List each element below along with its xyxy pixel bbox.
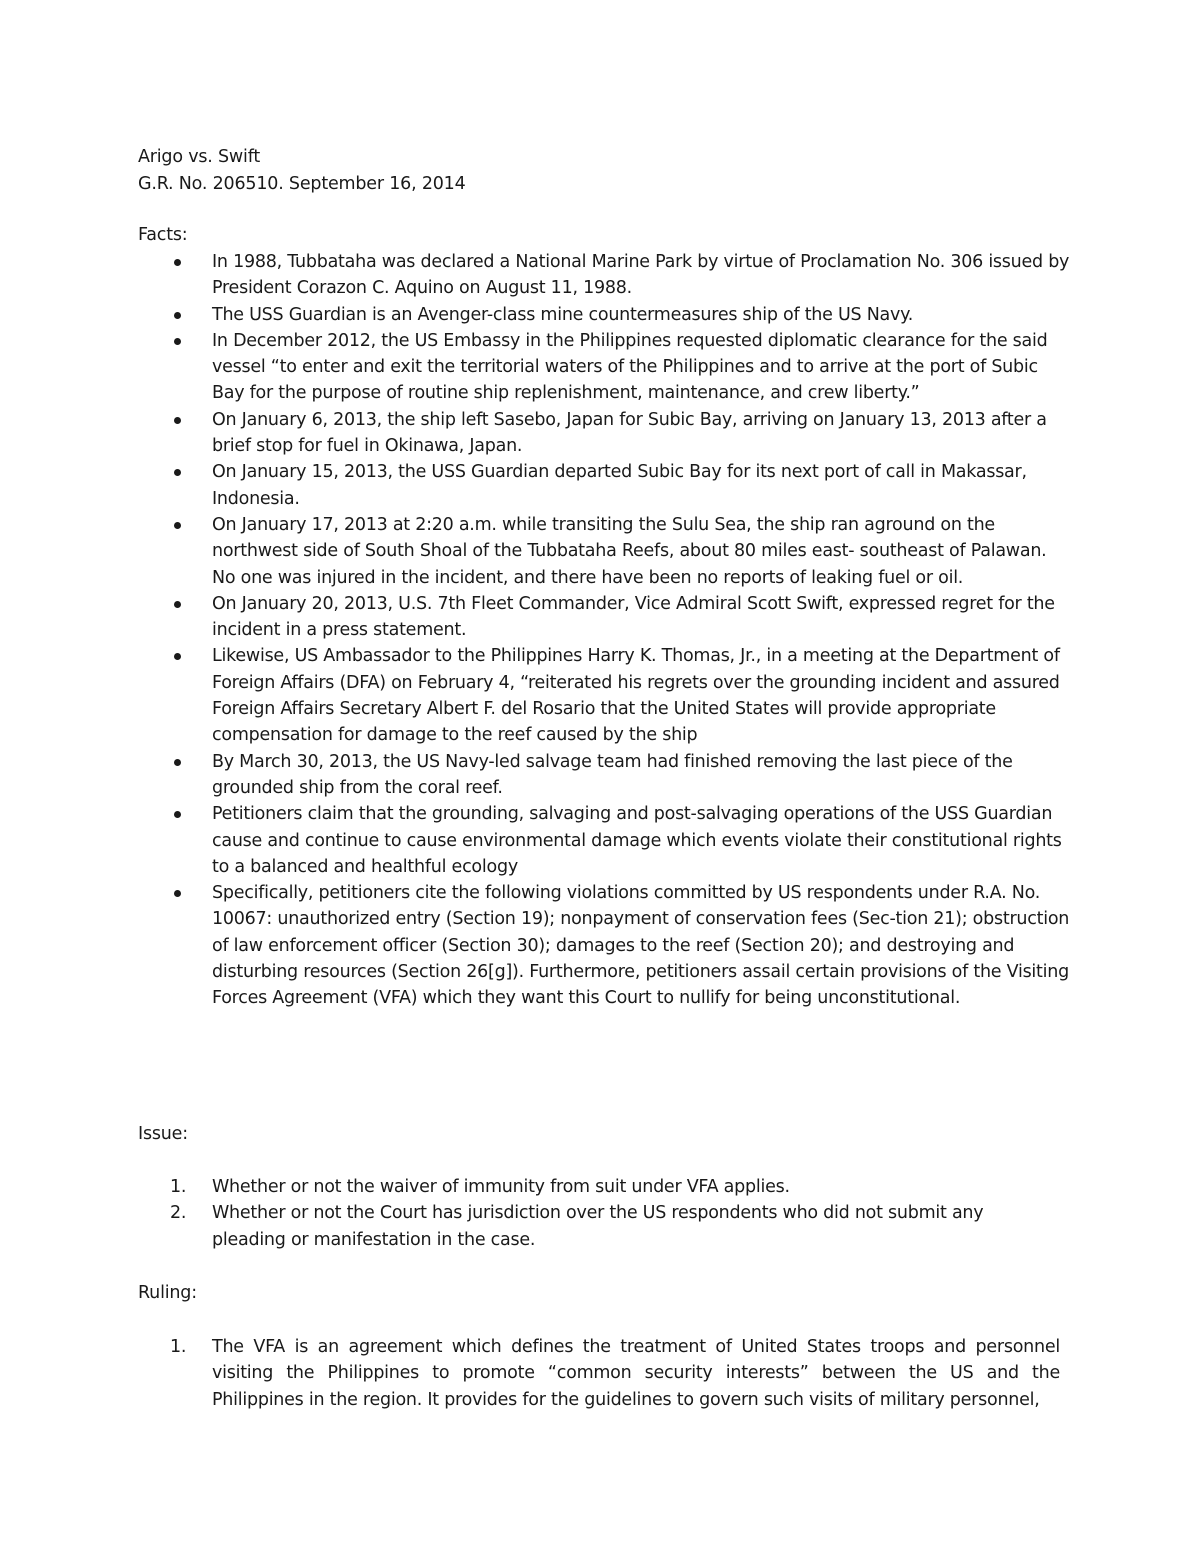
list-item: Likewise, US Ambassador to the Philippines Harry K. Thomas, Jr., in a meeting at the Department of Foreign Affairs (DFA) on February 4, “reiterated his regrets over the grounding incident and assured Foreign Affairs Secretary Albert F. del Rosario that the United States will provide appropriate compensation for damage to the reef caused by the ship [170, 643, 1070, 748]
bullet-icon [174, 759, 181, 766]
list-item: By March 30, 2013, the US Navy-led salvage team had finished removing the last piece of the grounded ship from the coral reef. [170, 749, 1070, 802]
list-item: In December 2012, the US Embassy in the Philippines requested diplomatic clearance for the said vessel “to enter and exit the territorial waters of the Philippines and to arrive at the port of Subic Bay for the purpose of routine ship replenishment, maintenance, and crew liberty.” [170, 328, 1070, 407]
bullet-icon [174, 653, 181, 660]
bullet-icon [174, 469, 181, 476]
list-item: In 1988, Tubbataha was declared a National Marine Park by virtue of Proclamation No. 306 issued by President Corazon C. Aquino on August 11, 1988. [170, 249, 1070, 302]
list-item: On January 6, 2013, the ship left Sasebo, Japan for Subic Bay, arriving on January 13, 2013 after a brief stop for fuel in Okinawa, Japan. [170, 407, 1070, 460]
list-item: 2. Whether or not the Court has jurisdiction over the US respondents who did not submit any pleading or manifestation in the case. [170, 1203, 984, 1250]
bullet-icon [174, 811, 181, 818]
issues-list [170, 1174, 1060, 1253]
list-item: The USS Guardian is an Avenger-class mine countermeasures ship of the US Navy. [170, 302, 1070, 328]
ruling-heading: Ruling: [138, 1283, 197, 1303]
case-title: Arigo vs. Swift [138, 147, 261, 167]
bullet-icon [174, 259, 181, 266]
list-item: On January 15, 2013, the USS Guardian departed Subic Bay for its next port of call in Makassar, Indonesia. [170, 459, 1070, 512]
list-item: Specifically, petitioners cite the following violations committed by US respondents under R.A. No. 10067: unauthorized entry (Section 19); nonpayment of conservation fees (Sec-tion 21); obstruction of law enforcement officer (Section 30); damages to the reef (Section 20); and destroying and disturbing resources (Section 26[g]). Furthermore, petitioners assail certain provisions of the Visiting Forces Agreement (VFA) which they want this Court to nullify for being unconstitutional. [170, 880, 1070, 1011]
bullet-icon [174, 601, 181, 608]
facts-list [170, 249, 1070, 1012]
list-item: Petitioners claim that the grounding, salvaging and post-salvaging operations of the USS Guardian cause and continue to cause environmental damage which events violate their constitutional rights to a balanced and healthful ecology [170, 801, 1070, 880]
facts-heading: Facts: [138, 225, 188, 245]
list-item: 1. Whether or not the waiver of immunity from suit under VFA applies. [170, 1177, 790, 1197]
bullet-icon [174, 338, 181, 345]
issue-heading: Issue: [138, 1124, 188, 1144]
bullet-icon [174, 522, 181, 529]
list-item: 1. The VFA is an agreement which defines the treatment of United States troops and personnel visiting the Philippines to promote “common security interests” between the US and the Philippines in the region. It provides for the guidelines to govern such visits of military personnel, [170, 1337, 1060, 1410]
list-item: On January 20, 2013, U.S. 7th Fleet Commander, Vice Admiral Scott Swift, expressed regret for the incident in a press statement. [170, 591, 1070, 644]
bullet-icon [174, 890, 181, 897]
bullet-icon [174, 312, 181, 319]
rulings-list [170, 1334, 1060, 1413]
case-citation: G.R. No. 206510. September 16, 2014 [138, 174, 466, 194]
bullet-icon [174, 417, 181, 424]
list-item: On January 17, 2013 at 2:20 a.m. while transiting the Sulu Sea, the ship ran aground on the northwest side of South Shoal of the Tubbataha Reefs, about 80 miles east- southeast of Palawan. No one was injured in the incident, and there have been no reports of leaking fuel or oil. [170, 512, 1070, 591]
